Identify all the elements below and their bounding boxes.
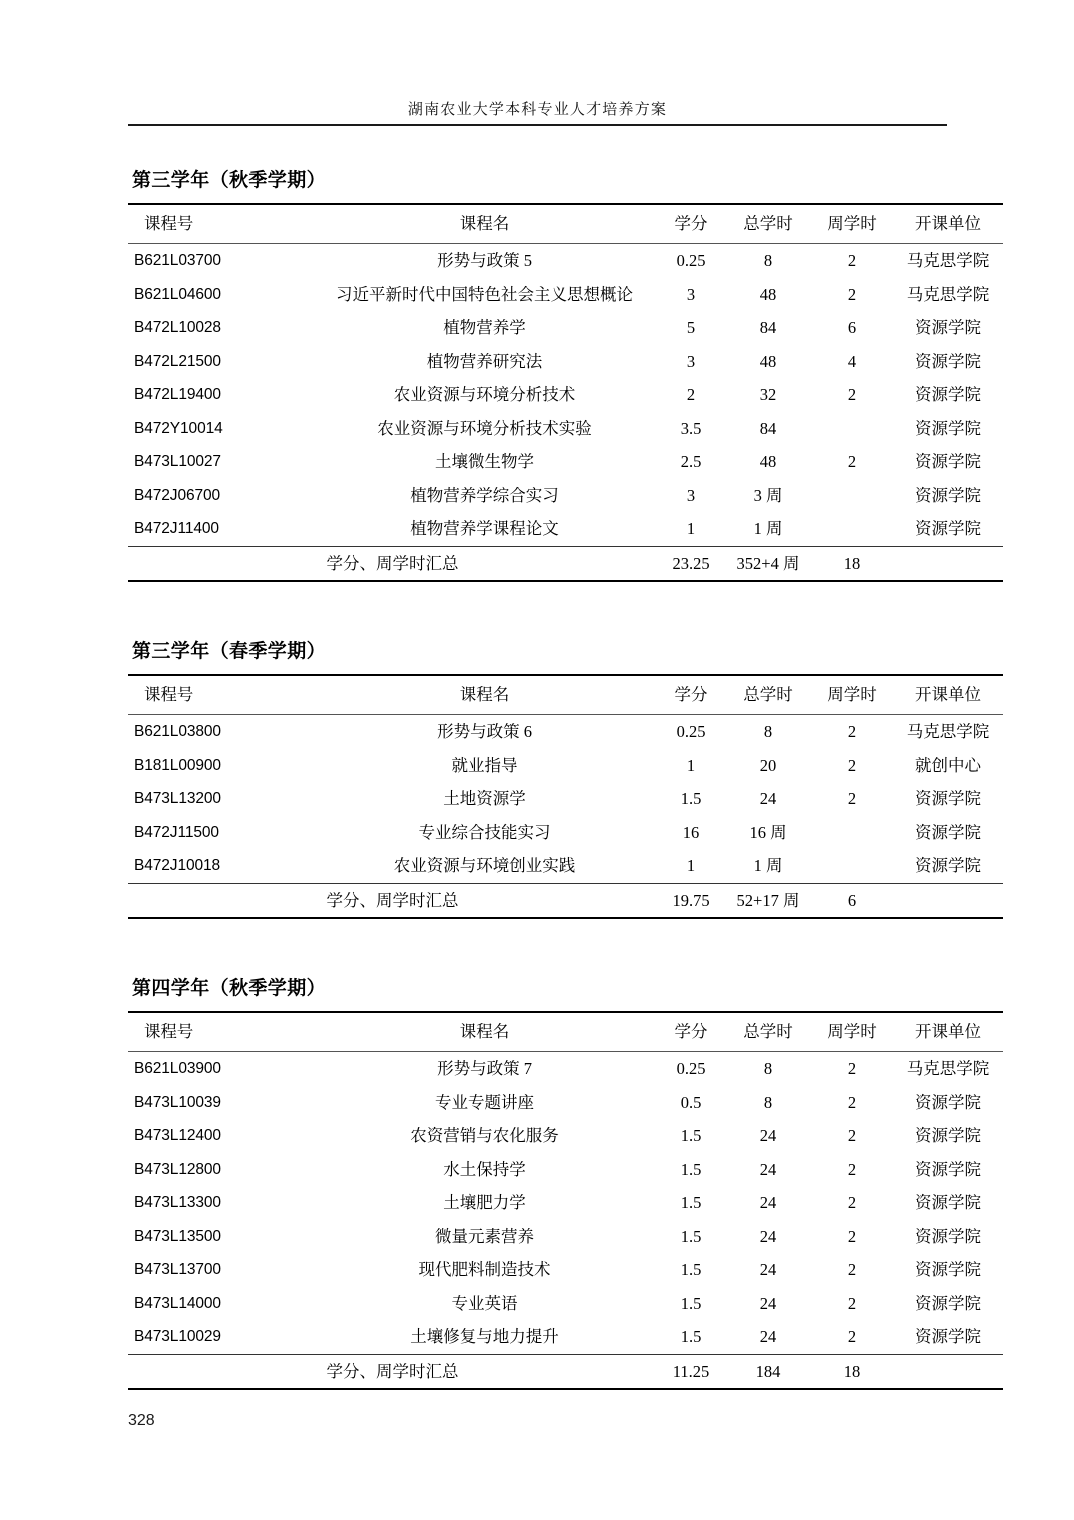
table-row [128, 1253, 1003, 1287]
cell-course-name: 就业指导 [451, 755, 518, 775]
cell-dept: 就创中心 [915, 755, 981, 775]
cell-credit: 1.5 [680, 1126, 702, 1145]
cell-credit: 1 [686, 755, 696, 775]
table-row [128, 1320, 1003, 1354]
summary-credit: 19.75 [657, 883, 725, 918]
summary-row [128, 1354, 1003, 1389]
table-row [128, 816, 1003, 850]
cell-credit: 0.5 [680, 1092, 702, 1112]
cell-credit: 3 [686, 284, 696, 304]
section-title: 第四学年（秋季学期） [132, 978, 327, 999]
cell-course-name: 现代肥料制造技术 [418, 1260, 551, 1279]
table-row [128, 345, 1003, 379]
table-row [128, 715, 1003, 749]
column-header-name: 课程名 [312, 204, 657, 244]
cell-course-name: 水土保持学 [443, 1159, 526, 1179]
summary-dept [893, 546, 1003, 581]
cell-week-hours: 2 [847, 1092, 857, 1112]
cell-dept: 资源学院 [915, 1293, 981, 1313]
cell-course-name: 植物营养学 [443, 318, 526, 337]
cell-dept: 资源学院 [915, 351, 981, 371]
cell-course-code: B472J11500 [134, 823, 219, 841]
cell-week-hours [811, 479, 893, 513]
cell-course-name: 农业资源与环境分析技术实验 [377, 418, 592, 438]
cell-dept: 资源学院 [915, 1126, 981, 1145]
cell-credit: 3 [686, 485, 696, 505]
column-header-total-hours: 总学时 [725, 204, 811, 244]
cell-dept: 资源学院 [915, 789, 981, 808]
cell-week-hours: 2 [847, 385, 857, 404]
cell-week-hours: 2 [847, 1293, 857, 1313]
cell-credit: 1.5 [680, 1226, 702, 1246]
running-header-title: 湖南农业大学本科专业人才培养方案 [407, 102, 668, 118]
cell-week-hours: 2 [847, 1327, 857, 1346]
table-row [128, 749, 1003, 783]
cell-total-hours: 48 [759, 351, 777, 371]
summary-credit: 11.25 [657, 1354, 725, 1389]
summary-total-hours: 52+17 周 [725, 883, 811, 918]
cell-total-hours: 20 [759, 755, 777, 775]
summary-dept [893, 883, 1003, 918]
cell-course-name: 农业资源与环境创业实践 [393, 856, 576, 875]
cell-week-hours [811, 512, 893, 546]
summary-week-hours: 6 [811, 883, 893, 918]
cell-week-hours: 2 [847, 789, 857, 808]
cell-total-hours: 32 [759, 385, 777, 404]
table-row [128, 412, 1003, 446]
cell-week-hours: 2 [847, 1059, 857, 1078]
cell-course-code: B472L10028 [134, 319, 221, 336]
cell-week-hours: 2 [847, 251, 857, 270]
cell-credit: 0.25 [676, 1059, 706, 1078]
cell-dept: 资源学院 [915, 485, 981, 505]
cell-week-hours: 2 [847, 1159, 857, 1179]
cell-dept: 资源学院 [915, 1260, 981, 1279]
summary-week-hours: 18 [811, 1354, 893, 1389]
cell-course-code: B473L13300 [134, 1194, 221, 1211]
table-header-row [128, 675, 1003, 715]
cell-course-code: B473L14000 [134, 1294, 221, 1312]
summary-row [128, 883, 1003, 918]
column-header-dept: 开课单位 [893, 1012, 1003, 1052]
table-header-row [128, 1012, 1003, 1052]
cell-course-code: B472J10018 [134, 857, 221, 874]
column-header-credit: 学分 [657, 1012, 725, 1052]
cell-course-code: B472L19400 [134, 386, 221, 403]
cell-course-name: 微量元素营养 [435, 1226, 534, 1246]
cell-course-name: 土壤修复与地力提升 [410, 1327, 559, 1346]
summary-label: 学分、周学时汇总 [128, 1354, 657, 1389]
cell-course-code: B621L03800 [134, 723, 221, 740]
cell-course-code: B472Y10014 [134, 419, 223, 437]
cell-week-hours: 2 [847, 1126, 857, 1145]
running-header-rule [128, 124, 947, 126]
cell-course-name: 专业英语 [451, 1293, 518, 1313]
cell-course-name: 形势与政策 7 [437, 1059, 532, 1078]
cell-course-name: 习近平新时代中国特色社会主义思想概论 [336, 284, 633, 304]
cell-total-hours: 48 [759, 284, 777, 304]
cell-course-name: 形势与政策 6 [437, 722, 532, 741]
summary-row [128, 546, 1003, 581]
cell-course-code: B473L10029 [134, 1328, 221, 1345]
summary-total-hours: 352+4 周 [725, 546, 811, 581]
cell-credit: 16 [682, 822, 700, 842]
cell-week-hours [811, 412, 893, 446]
cell-dept: 资源学院 [915, 1092, 981, 1112]
cell-credit: 0.25 [676, 722, 706, 741]
cell-course-name: 植物营养研究法 [426, 351, 543, 371]
cell-dept: 资源学院 [915, 452, 981, 471]
summary-label: 学分、周学时汇总 [128, 883, 657, 918]
cell-credit: 1.5 [680, 1159, 702, 1179]
cell-course-name: 土地资源学 [443, 789, 526, 808]
cell-week-hours: 6 [847, 318, 857, 337]
cell-total-hours: 1 周 [753, 856, 783, 875]
table-row [128, 512, 1003, 546]
cell-credit: 1.5 [680, 1260, 702, 1279]
cell-total-hours: 24 [759, 1260, 777, 1279]
semester-section [128, 168, 990, 582]
cell-week-hours: 2 [847, 755, 857, 775]
table-row [128, 479, 1003, 513]
cell-credit: 1.5 [680, 789, 702, 808]
cell-week-hours: 2 [847, 722, 857, 741]
table-row [128, 378, 1003, 412]
cell-course-code: B181L00900 [134, 756, 221, 774]
cell-week-hours: 2 [847, 1260, 857, 1279]
table-row [128, 1086, 1003, 1120]
cell-course-code: B473L12800 [134, 1160, 221, 1178]
table-row [128, 1186, 1003, 1220]
cell-credit: 5 [686, 318, 696, 337]
cell-total-hours: 3 周 [753, 485, 783, 505]
column-header-credit: 学分 [657, 675, 725, 715]
cell-dept: 马克思学院 [906, 284, 990, 304]
column-header-week-hours: 周学时 [811, 204, 893, 244]
column-header-total-hours: 总学时 [725, 675, 811, 715]
cell-course-code: B473L10027 [134, 453, 221, 470]
cell-course-code: B621L03700 [134, 252, 221, 269]
column-header-name: 课程名 [312, 675, 657, 715]
column-header-code: 课程号 [128, 1012, 312, 1052]
cell-total-hours: 24 [759, 1327, 777, 1346]
column-header-dept: 开课单位 [893, 204, 1003, 244]
table-row [128, 1220, 1003, 1254]
cell-total-hours: 8 [763, 251, 773, 270]
cell-course-name: 土壤肥力学 [443, 1193, 526, 1212]
page-number: 328 [128, 1412, 155, 1429]
cell-course-code: B473L13500 [134, 1227, 221, 1245]
cell-credit: 0.25 [676, 251, 706, 270]
cell-total-hours: 24 [759, 1226, 777, 1246]
cell-total-hours: 48 [759, 452, 777, 471]
cell-course-code: B473L12400 [134, 1127, 221, 1144]
cell-dept: 资源学院 [915, 418, 981, 438]
semester-section [128, 976, 990, 1390]
summary-label: 学分、周学时汇总 [128, 546, 657, 581]
cell-credit: 1 [686, 519, 696, 538]
cell-dept: 资源学院 [915, 519, 981, 538]
cell-week-hours [811, 816, 893, 850]
section-title: 第三学年（秋季学期） [132, 170, 327, 191]
column-header-dept: 开课单位 [893, 675, 1003, 715]
cell-dept: 资源学院 [915, 318, 981, 337]
cell-dept: 资源学院 [915, 1226, 981, 1246]
cell-credit: 2 [686, 385, 696, 404]
table-row [128, 311, 1003, 345]
table-row [128, 278, 1003, 312]
cell-course-code: B472L21500 [134, 352, 221, 370]
cell-course-name: 专业专题讲座 [435, 1092, 534, 1112]
cell-dept: 资源学院 [915, 1193, 981, 1212]
cell-total-hours: 8 [763, 1092, 773, 1112]
cell-week-hours: 4 [847, 351, 857, 371]
course-table [128, 203, 1003, 582]
summary-week-hours: 18 [811, 546, 893, 581]
cell-course-name: 农资营销与农化服务 [410, 1126, 559, 1145]
cell-course-name: 植物营养学综合实习 [410, 485, 559, 505]
cell-course-code: B472J11400 [134, 520, 219, 537]
cell-dept: 资源学院 [915, 1327, 981, 1346]
cell-credit: 1.5 [680, 1293, 702, 1313]
table-row [128, 1153, 1003, 1187]
table-row [128, 244, 1003, 278]
table-row [128, 849, 1003, 883]
column-header-week-hours: 周学时 [811, 675, 893, 715]
cell-course-name: 土壤微生物学 [435, 452, 534, 471]
table-row [128, 782, 1003, 816]
section-title: 第三学年（春季学期） [132, 641, 327, 662]
document-content [128, 168, 990, 1390]
summary-total-hours: 184 [725, 1354, 811, 1389]
cell-total-hours: 1 周 [753, 519, 783, 538]
cell-dept: 资源学院 [915, 385, 981, 404]
cell-credit: 1.5 [680, 1193, 702, 1212]
cell-dept: 马克思学院 [906, 722, 990, 741]
cell-credit: 2.5 [680, 452, 702, 471]
cell-course-code: B621L03900 [134, 1060, 221, 1077]
cell-credit: 1 [686, 856, 696, 875]
cell-total-hours: 16 周 [749, 822, 787, 842]
cell-total-hours: 24 [759, 789, 777, 808]
cell-credit: 3.5 [680, 418, 702, 438]
column-header-total-hours: 总学时 [725, 1012, 811, 1052]
cell-total-hours: 24 [759, 1126, 777, 1145]
cell-credit: 3 [686, 351, 696, 371]
cell-week-hours: 2 [847, 1226, 857, 1246]
course-table [128, 1011, 1003, 1390]
cell-course-name: 形势与政策 5 [437, 251, 532, 270]
cell-dept: 马克思学院 [906, 251, 990, 270]
cell-total-hours: 24 [759, 1159, 777, 1179]
column-header-name: 课程名 [312, 1012, 657, 1052]
cell-course-code: B472J06700 [134, 486, 221, 504]
table-row [128, 1287, 1003, 1321]
cell-dept: 资源学院 [915, 856, 981, 875]
cell-course-name: 植物营养学课程论文 [410, 519, 559, 538]
cell-dept: 资源学院 [915, 822, 981, 842]
cell-course-name: 农业资源与环境分析技术 [393, 385, 576, 404]
cell-course-code: B473L10039 [134, 1093, 221, 1111]
cell-week-hours: 2 [847, 284, 857, 304]
summary-dept [893, 1354, 1003, 1389]
cell-total-hours: 24 [759, 1193, 777, 1212]
column-header-week-hours: 周学时 [811, 1012, 893, 1052]
cell-course-code: B473L13700 [134, 1261, 221, 1278]
cell-total-hours: 84 [759, 418, 777, 438]
cell-dept: 资源学院 [915, 1159, 981, 1179]
table-row [128, 1052, 1003, 1086]
cell-week-hours: 2 [847, 452, 857, 471]
cell-week-hours [811, 849, 893, 883]
cell-course-name: 专业综合技能实习 [418, 822, 551, 842]
cell-course-code: B473L13200 [134, 790, 221, 807]
cell-total-hours: 84 [759, 318, 777, 337]
column-header-credit: 学分 [657, 204, 725, 244]
cell-total-hours: 8 [763, 1059, 773, 1078]
summary-credit: 23.25 [657, 546, 725, 581]
running-header [128, 100, 947, 126]
column-header-code: 课程号 [128, 204, 312, 244]
semester-section [128, 639, 990, 919]
cell-credit: 1.5 [680, 1327, 702, 1346]
cell-total-hours: 8 [763, 722, 773, 741]
course-table [128, 674, 1003, 919]
cell-week-hours: 2 [847, 1193, 857, 1212]
table-row [128, 1119, 1003, 1153]
cell-total-hours: 24 [759, 1293, 777, 1313]
table-row [128, 445, 1003, 479]
cell-course-code: B621L04600 [134, 285, 221, 303]
cell-dept: 马克思学院 [906, 1059, 990, 1078]
column-header-code: 课程号 [128, 675, 312, 715]
table-header-row [128, 204, 1003, 244]
